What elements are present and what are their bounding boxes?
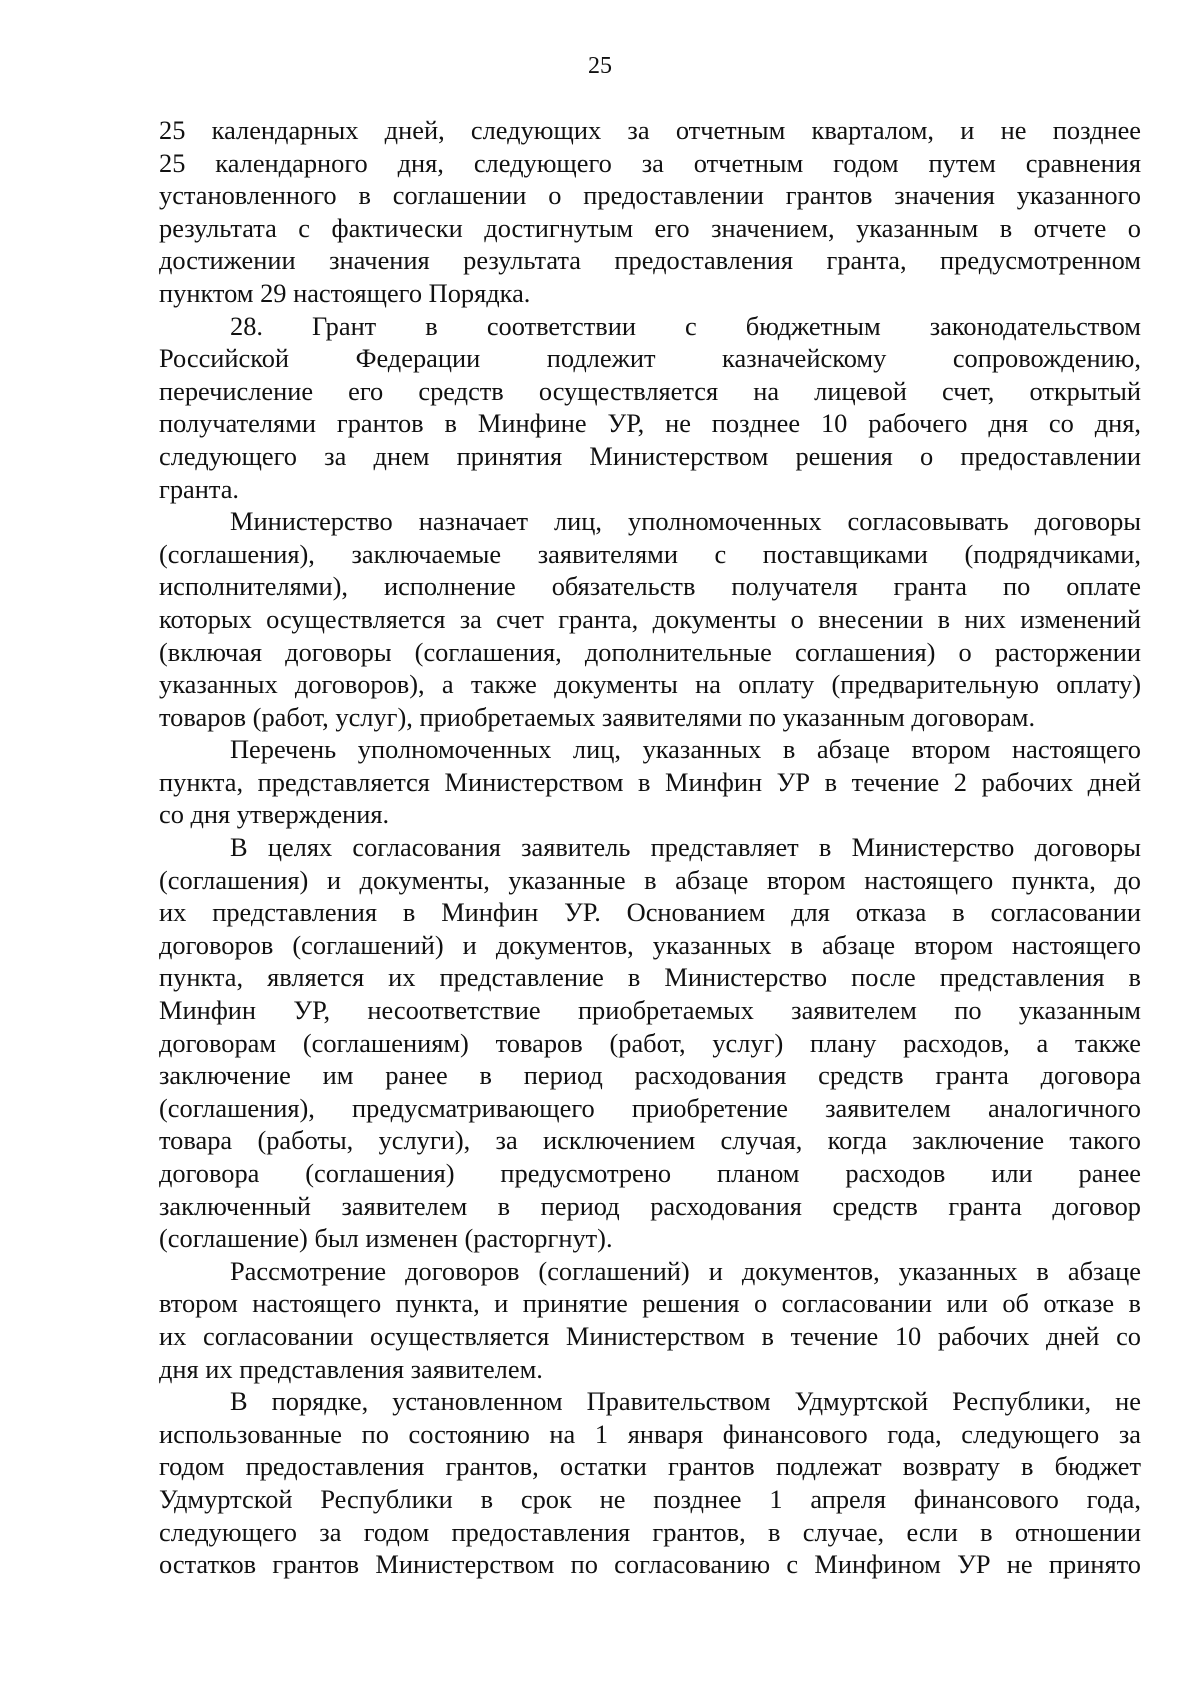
- text-line: результата с фактически достигнутым его значением, указанным в отчете о: [159, 212, 1141, 243]
- text-line: остатков грантов Министерством по согласованию с Минфином УР не принято: [159, 1549, 1141, 1580]
- text-line: дня их представления заявителем.: [159, 1353, 543, 1384]
- text-line: втором настоящего пункта, и принятие решения о согласовании или об отказе в: [159, 1288, 1141, 1319]
- text-line: их представления в Минфин УР. Основанием для отказа в согласовании: [159, 897, 1141, 928]
- text-line: пункта, представляется Министерством в Минфин УР в течение 2 рабочих дней: [159, 766, 1141, 797]
- text-line: (соглашения) и документы, указанные в абзаце втором настоящего пункта, до: [159, 864, 1141, 895]
- text-line: получателями грантов в Минфине УР, не позднее 10 рабочего дня со дня,: [159, 408, 1141, 439]
- text-line: (соглашения), предусматривающего приобретение заявителем аналогичного: [159, 1092, 1141, 1123]
- text-line: следующего за годом предоставления грантов, в случае, если в отношении: [159, 1516, 1141, 1547]
- text-line: товаров (работ, услуг), приобретаемых заявителями по указанным договорам.: [159, 701, 1036, 732]
- text-line: 25 календарных дней, следующих за отчетным кварталом, и не позднее: [159, 115, 1141, 145]
- text-line: заключенный заявителем в период расходования средств гранта договор: [159, 1190, 1141, 1221]
- text-line: гранта.: [159, 473, 240, 504]
- text-line: Удмуртской Республики в срок не позднее 1 апреля финансового года,: [159, 1483, 1141, 1514]
- text-line: Рассмотрение договоров (соглашений) и документов, указанных в абзаце: [230, 1255, 1141, 1286]
- text-line: следующего за днем принятия Министерством решения о предоставлении: [159, 440, 1141, 471]
- text-line: (соглашение) был изменен (расторгнут).: [159, 1223, 613, 1254]
- text-line: заключение им ранее в период расходования средств гранта договора: [159, 1060, 1141, 1091]
- text-line: В порядке, установленном Правительством Удмуртской Республики, не: [230, 1386, 1141, 1417]
- text-line: Министерство назначает лиц, уполномоченных согласовывать договоры: [230, 506, 1141, 537]
- text-line: пунктом 29 настоящего Порядка.: [159, 277, 531, 308]
- text-line: которых осуществляется за счет гранта, документы о внесении в них изменений: [159, 603, 1141, 634]
- text-line: использованные по состоянию на 1 января финансового года, следующего за: [159, 1418, 1141, 1449]
- text-line: договоров (соглашений) и документов, указанных в абзаце втором настоящего: [159, 929, 1141, 960]
- text-line: установленного в соглашении о предоставлении грантов значения указанного: [159, 180, 1141, 211]
- text-line: товара (работы, услуги), за исключением случая, когда заключение такого: [159, 1125, 1141, 1156]
- text-line: Минфин УР, несоответствие приобретаемых заявителем по указанным: [159, 995, 1141, 1026]
- text-line: В целях согласования заявитель представляет в Министерство договоры: [230, 832, 1141, 863]
- document-body: [159, 114, 1141, 1581]
- text-line: перечисление его средств осуществляется на лицевой счет, открытый: [159, 375, 1141, 406]
- text-line: годом предоставления грантов, остатки грантов подлежат возврату в бюджет: [159, 1451, 1141, 1482]
- text-line: указанных договоров), а также документы на оплату (предварительную оплату): [159, 669, 1141, 700]
- page-number: 25: [588, 53, 612, 79]
- text-line: со дня утверждения.: [159, 799, 390, 830]
- text-line: исполнителями), исполнение обязательств получателя гранта по оплате: [159, 571, 1141, 602]
- text-line: договора (соглашения) предусмотрено планом расходов или ранее: [159, 1158, 1141, 1188]
- text-line: их согласовании осуществляется Министерством в течение 10 рабочих дней со: [159, 1320, 1141, 1351]
- text-line: договорам (соглашениям) товаров (работ, услуг) плану расходов, а также: [159, 1027, 1141, 1058]
- text-line: (включая договоры (соглашения, дополнительные соглашения) о расторжении: [159, 636, 1141, 667]
- text-line: Российской Федерации подлежит казначейскому сопровождению,: [159, 343, 1141, 374]
- text-line: 28. Грант в соответствии с бюджетным законодательством: [230, 310, 1141, 341]
- text-line: достижении значения результата предоставления гранта, предусмотренном: [159, 245, 1141, 276]
- text-line: Перечень уполномоченных лиц, указанных в абзаце втором настоящего: [230, 734, 1141, 765]
- text-line: (соглашения), заключаемые заявителями с поставщиками (подрядчиками,: [159, 538, 1141, 569]
- text-line: 25 календарного дня, следующего за отчетным годом путем сравнения: [159, 147, 1141, 178]
- text-line: пункта, является их представление в Министерство после представления в: [159, 962, 1141, 993]
